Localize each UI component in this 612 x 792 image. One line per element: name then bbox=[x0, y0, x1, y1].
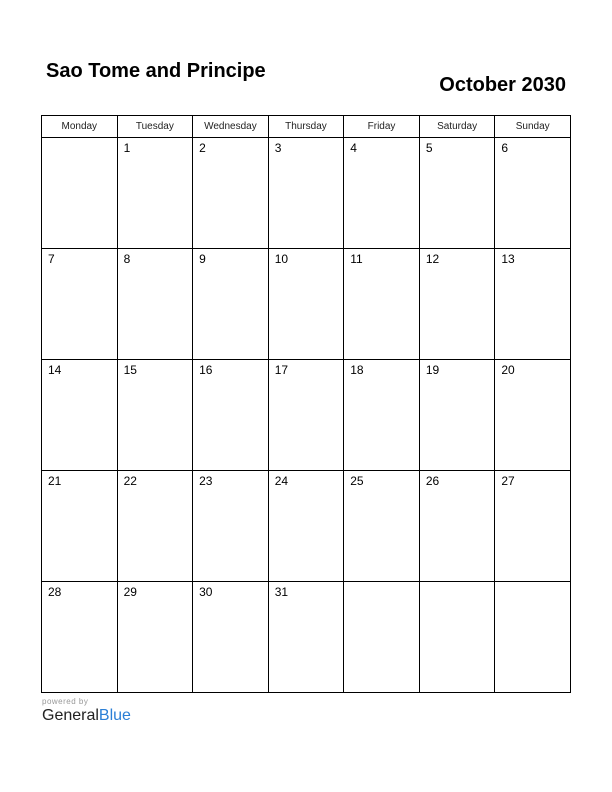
day-cell: 28 bbox=[42, 582, 118, 693]
brand-name-part1: General bbox=[42, 707, 99, 724]
day-cell: 13 bbox=[495, 249, 571, 360]
brand-name-part2: Blue bbox=[98, 707, 131, 724]
weekday-header: Wednesday bbox=[193, 116, 269, 138]
calendar-month-title: October 2030 bbox=[439, 74, 566, 96]
footer-branding bbox=[42, 697, 131, 725]
day-cell bbox=[344, 582, 420, 693]
day-cell: 25 bbox=[344, 471, 420, 582]
day-cell bbox=[419, 582, 495, 693]
day-cell: 7 bbox=[42, 249, 118, 360]
day-cell: 14 bbox=[42, 360, 118, 471]
day-cell: 12 bbox=[419, 249, 495, 360]
day-cell: 6 bbox=[495, 138, 571, 249]
brand-logo bbox=[42, 707, 131, 725]
day-cell: 17 bbox=[268, 360, 344, 471]
week-row bbox=[42, 582, 571, 693]
week-row bbox=[42, 360, 571, 471]
day-cell: 8 bbox=[117, 249, 193, 360]
day-cell: 5 bbox=[419, 138, 495, 249]
day-cell: 26 bbox=[419, 471, 495, 582]
week-row bbox=[42, 249, 571, 360]
day-cell: 9 bbox=[193, 249, 269, 360]
powered-by-label: powered by bbox=[42, 697, 89, 706]
day-cell: 15 bbox=[117, 360, 193, 471]
day-cell: 21 bbox=[42, 471, 118, 582]
day-cell bbox=[42, 138, 118, 249]
day-cell: 3 bbox=[268, 138, 344, 249]
day-cell: 2 bbox=[193, 138, 269, 249]
day-cell: 11 bbox=[344, 249, 420, 360]
day-cell bbox=[495, 582, 571, 693]
calendar-country-title: Sao Tome and Principe bbox=[46, 60, 266, 82]
day-cell: 27 bbox=[495, 471, 571, 582]
week-row bbox=[42, 471, 571, 582]
weekday-header: Thursday bbox=[268, 116, 344, 138]
day-cell: 30 bbox=[193, 582, 269, 693]
day-cell: 29 bbox=[117, 582, 193, 693]
day-cell: 20 bbox=[495, 360, 571, 471]
weekday-header: Friday bbox=[344, 116, 420, 138]
day-cell: 31 bbox=[268, 582, 344, 693]
day-cell: 22 bbox=[117, 471, 193, 582]
weekday-header: Saturday bbox=[419, 116, 495, 138]
weekday-header: Sunday bbox=[495, 116, 571, 138]
day-cell: 16 bbox=[193, 360, 269, 471]
weekday-header-row bbox=[42, 116, 571, 138]
day-cell: 10 bbox=[268, 249, 344, 360]
day-cell: 24 bbox=[268, 471, 344, 582]
day-cell: 19 bbox=[419, 360, 495, 471]
weekday-header: Monday bbox=[42, 116, 118, 138]
day-cell: 23 bbox=[193, 471, 269, 582]
day-cell: 4 bbox=[344, 138, 420, 249]
calendar-grid bbox=[41, 115, 571, 693]
week-row bbox=[42, 138, 571, 249]
day-cell: 1 bbox=[117, 138, 193, 249]
weekday-header: Tuesday bbox=[117, 116, 193, 138]
day-cell: 18 bbox=[344, 360, 420, 471]
